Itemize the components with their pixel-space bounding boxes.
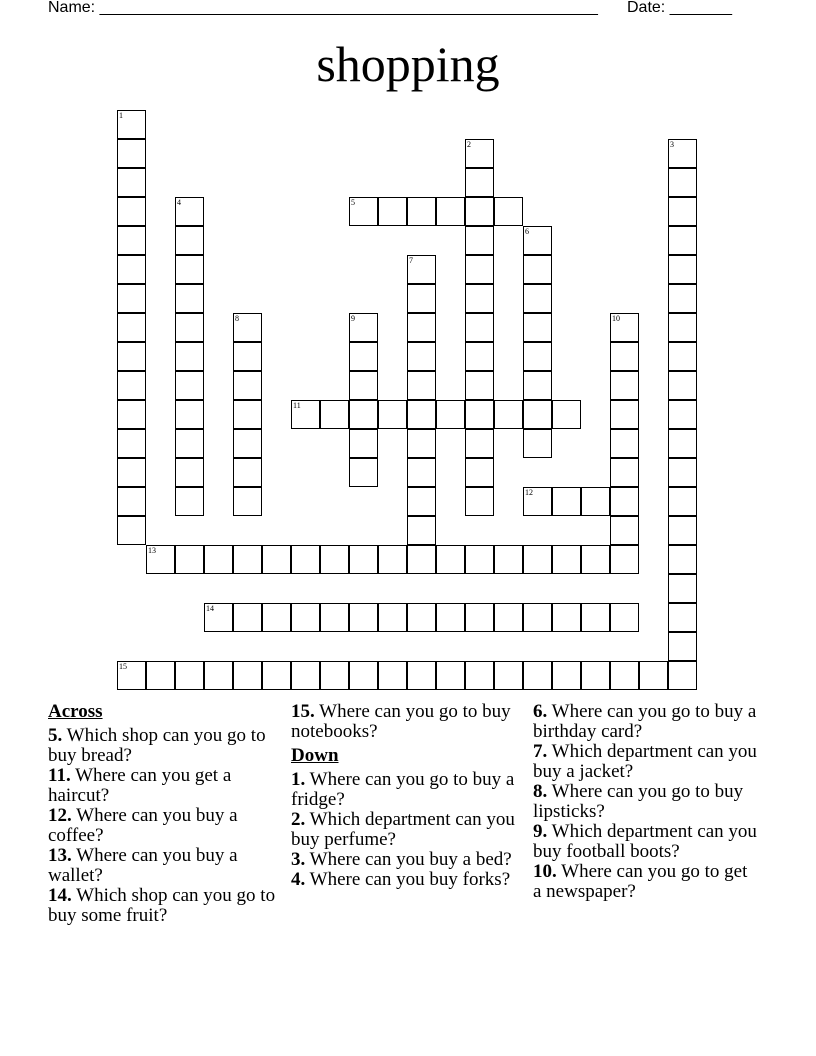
grid-cell[interactable] [610, 458, 639, 487]
grid-cell[interactable] [407, 458, 436, 487]
grid-cell[interactable] [233, 342, 262, 371]
grid-cell[interactable] [581, 603, 610, 632]
grid-cell[interactable] [117, 197, 146, 226]
clue-item-text: Which shop can you go to buy some fruit? [48, 885, 276, 926]
clue-item-text: Where can you go to buy a birthday card? [533, 701, 757, 742]
grid-cell[interactable] [117, 255, 146, 284]
grid-cell[interactable] [233, 400, 262, 429]
grid-cell[interactable] [320, 400, 349, 429]
clues-column-2 [291, 702, 516, 890]
grid-cell[interactable] [378, 661, 407, 690]
grid-cell[interactable] [175, 400, 204, 429]
grid-cell[interactable] [262, 603, 291, 632]
clue-number: 7 [409, 256, 413, 265]
grid-cell[interactable] [494, 661, 523, 690]
grid-cell[interactable] [175, 371, 204, 400]
clue-number: 1 [119, 111, 123, 120]
grid-cell[interactable] [436, 661, 465, 690]
clue-item-number: 1. [291, 769, 306, 790]
grid-cell[interactable] [204, 661, 233, 690]
grid-cell[interactable] [668, 255, 697, 284]
down-clues [291, 770, 516, 890]
grid-cell[interactable] [668, 574, 697, 603]
grid-cell[interactable] [668, 139, 697, 168]
clue-item [48, 806, 278, 846]
grid-cell[interactable] [407, 545, 436, 574]
grid-cell[interactable] [407, 284, 436, 313]
grid-cell[interactable] [349, 458, 378, 487]
clue-item-number: 2. [291, 809, 306, 830]
grid-cell[interactable] [407, 661, 436, 690]
across-clues [48, 726, 278, 926]
grid-cell[interactable] [523, 342, 552, 371]
grid-cell[interactable] [523, 661, 552, 690]
clue-number: 12 [525, 488, 533, 497]
grid-cell[interactable] [407, 342, 436, 371]
grid-cell[interactable] [436, 603, 465, 632]
grid-cell[interactable] [465, 197, 494, 226]
grid-cell[interactable] [610, 487, 639, 516]
grid-cell[interactable] [668, 632, 697, 661]
grid-cell[interactable] [610, 661, 639, 690]
grid-cell[interactable] [436, 197, 465, 226]
grid-cell[interactable] [407, 400, 436, 429]
grid-cell[interactable] [523, 284, 552, 313]
grid-cell[interactable] [262, 661, 291, 690]
grid-cell[interactable] [436, 400, 465, 429]
grid-cell[interactable] [349, 197, 378, 226]
grid-cell[interactable] [407, 255, 436, 284]
grid-cell[interactable] [407, 313, 436, 342]
clue-item [291, 702, 516, 742]
grid-cell[interactable] [610, 429, 639, 458]
grid-cell[interactable] [494, 400, 523, 429]
grid-cell[interactable] [465, 168, 494, 197]
grid-cell[interactable] [668, 342, 697, 371]
clue-number: 2 [467, 140, 471, 149]
grid-cell[interactable] [436, 545, 465, 574]
grid-cell[interactable] [465, 284, 494, 313]
grid-cell[interactable] [233, 545, 262, 574]
grid-cell[interactable] [465, 661, 494, 690]
grid-cell[interactable] [233, 313, 262, 342]
grid-cell[interactable] [668, 371, 697, 400]
grid-cell[interactable] [175, 226, 204, 255]
grid-cell[interactable] [552, 545, 581, 574]
grid-cell[interactable] [233, 603, 262, 632]
clue-number: 14 [206, 604, 214, 613]
grid-cell[interactable] [610, 545, 639, 574]
grid-cell[interactable] [175, 545, 204, 574]
grid-cell[interactable] [378, 400, 407, 429]
clue-item-text: Where can you buy forks? [305, 869, 511, 890]
grid-cell[interactable] [581, 545, 610, 574]
grid-cell[interactable] [175, 197, 204, 226]
clue-number: 5 [351, 198, 355, 207]
grid-cell[interactable] [552, 487, 581, 516]
grid-cell[interactable] [291, 603, 320, 632]
grid-cell[interactable] [407, 487, 436, 516]
grid-cell[interactable] [668, 429, 697, 458]
grid-cell[interactable] [117, 516, 146, 545]
clue-item [48, 726, 278, 766]
clue-item-text: Where can you buy a wallet? [48, 845, 238, 886]
clue-item-text: Where can you buy a coffee? [48, 805, 238, 846]
grid-cell[interactable] [117, 342, 146, 371]
grid-cell[interactable] [175, 429, 204, 458]
grid-cell[interactable] [175, 458, 204, 487]
grid-cell[interactable] [117, 487, 146, 516]
clues-column-3 [533, 702, 758, 902]
grid-cell[interactable] [523, 371, 552, 400]
grid-cell[interactable] [552, 661, 581, 690]
clue-number: 15 [119, 662, 127, 671]
grid-cell[interactable] [523, 313, 552, 342]
grid-cell[interactable] [668, 168, 697, 197]
grid-cell[interactable] [523, 400, 552, 429]
grid-cell[interactable] [552, 400, 581, 429]
grid-cell[interactable] [233, 661, 262, 690]
grid-cell[interactable] [117, 429, 146, 458]
grid-cell[interactable] [465, 429, 494, 458]
grid-cell[interactable] [233, 371, 262, 400]
clue-item-number: 7. [533, 741, 548, 762]
grid-cell[interactable] [523, 429, 552, 458]
grid-cell[interactable] [552, 603, 581, 632]
clue-item-number: 11. [48, 765, 71, 786]
page-title: shopping [316, 36, 500, 92]
grid-cell[interactable] [175, 313, 204, 342]
grid-cell[interactable] [407, 516, 436, 545]
clue-item-text: Where can you go to buy lipsticks? [533, 781, 744, 822]
grid-cell[interactable] [175, 342, 204, 371]
grid-cell[interactable] [320, 603, 349, 632]
grid-cell[interactable] [494, 603, 523, 632]
grid-cell[interactable] [320, 545, 349, 574]
grid-cell[interactable] [117, 458, 146, 487]
grid-cell[interactable] [407, 371, 436, 400]
clue-item [48, 846, 278, 886]
grid-cell[interactable] [668, 197, 697, 226]
clue-item [48, 766, 278, 806]
clue-item-number: 9. [533, 821, 548, 842]
grid-cell[interactable] [175, 284, 204, 313]
grid-cell[interactable] [291, 661, 320, 690]
grid-cell[interactable] [262, 545, 291, 574]
grid-cell[interactable] [668, 284, 697, 313]
clue-item [533, 822, 758, 862]
clue-item-text: Which department can you buy perfume? [291, 809, 515, 850]
grid-cell[interactable] [494, 545, 523, 574]
grid-cell[interactable] [523, 545, 552, 574]
grid-cell[interactable] [581, 661, 610, 690]
grid-cell[interactable] [117, 139, 146, 168]
clue-number: 9 [351, 314, 355, 323]
grid-cell[interactable] [610, 516, 639, 545]
clue-item-text: Which department can you buy football boots? [533, 821, 757, 862]
clue-item-text: Which shop can you go to buy bread? [48, 725, 266, 766]
grid-cell[interactable] [610, 342, 639, 371]
grid-cell[interactable] [117, 400, 146, 429]
clue-item [48, 886, 278, 926]
grid-cell[interactable] [523, 226, 552, 255]
grid-cell[interactable] [610, 371, 639, 400]
grid-cell[interactable] [668, 516, 697, 545]
grid-cell[interactable] [349, 661, 378, 690]
grid-cell[interactable] [233, 429, 262, 458]
grid-cell[interactable] [465, 371, 494, 400]
clue-item-number: 10. [533, 861, 557, 882]
grid-cell[interactable] [349, 545, 378, 574]
grid-cell[interactable] [146, 545, 175, 574]
grid-cell[interactable] [291, 545, 320, 574]
clue-item-number: 6. [533, 701, 548, 722]
clue-item [533, 782, 758, 822]
grid-cell[interactable] [349, 400, 378, 429]
grid-cell[interactable] [407, 429, 436, 458]
name-field[interactable]: Name: ________________________________________________________ [48, 0, 598, 16]
clue-number: 11 [293, 401, 301, 410]
grid-cell[interactable] [175, 255, 204, 284]
grid-cell[interactable] [349, 342, 378, 371]
grid-cell[interactable] [117, 226, 146, 255]
clue-number: 13 [148, 546, 156, 555]
grid-cell[interactable] [175, 487, 204, 516]
grid-cell[interactable] [465, 313, 494, 342]
down-heading: Down [291, 745, 339, 766]
grid-cell[interactable] [639, 661, 668, 690]
grid-cell[interactable] [523, 255, 552, 284]
clue-item [291, 870, 516, 890]
clue-item [291, 770, 516, 810]
grid-cell[interactable] [465, 545, 494, 574]
grid-cell[interactable] [465, 342, 494, 371]
grid-cell[interactable] [610, 400, 639, 429]
clue-item-number: 5. [48, 725, 63, 746]
clue-item [291, 850, 516, 870]
clue-item-number: 15. [291, 701, 315, 722]
down-clues-continued [533, 702, 758, 902]
clues-column-1 [48, 702, 278, 926]
grid-cell[interactable] [465, 400, 494, 429]
grid-cell[interactable] [378, 197, 407, 226]
grid-cell[interactable] [349, 371, 378, 400]
clue-number: 8 [235, 314, 239, 323]
grid-cell[interactable] [610, 603, 639, 632]
grid-cell[interactable] [117, 661, 146, 690]
grid-cell[interactable] [668, 226, 697, 255]
grid-cell[interactable] [117, 371, 146, 400]
grid-cell[interactable] [233, 458, 262, 487]
clue-item [533, 862, 758, 902]
grid-cell[interactable] [407, 603, 436, 632]
grid-cell[interactable] [175, 661, 204, 690]
grid-cell[interactable] [465, 226, 494, 255]
grid-cell[interactable] [117, 110, 146, 139]
across-heading: Across [48, 701, 103, 722]
clue-item [533, 742, 758, 782]
grid-cell[interactable] [668, 458, 697, 487]
clue-item-text: Where can you buy a bed? [305, 849, 512, 870]
grid-cell[interactable] [610, 313, 639, 342]
grid-cell[interactable] [349, 603, 378, 632]
grid-cell[interactable] [233, 487, 262, 516]
grid-cell[interactable] [465, 255, 494, 284]
grid-cell[interactable] [523, 603, 552, 632]
grid-cell[interactable] [465, 458, 494, 487]
grid-cell[interactable] [668, 603, 697, 632]
clue-item-number: 3. [291, 849, 306, 870]
grid-cell[interactable] [668, 661, 697, 690]
clue-number: 6 [525, 227, 529, 236]
clue-item-text: Where can you get a haircut? [48, 765, 232, 806]
grid-cell[interactable] [494, 197, 523, 226]
clue-item [291, 810, 516, 850]
clue-item-text: Which department can you buy a jacket? [533, 741, 757, 782]
clue-number: 4 [177, 198, 181, 207]
clue-item [533, 702, 758, 742]
grid-cell[interactable] [465, 487, 494, 516]
grid-cell[interactable] [378, 603, 407, 632]
date-field[interactable]: Date: _______ [627, 0, 732, 16]
grid-cell[interactable] [204, 603, 233, 632]
clue-number: 3 [670, 140, 674, 149]
grid-cell[interactable] [349, 313, 378, 342]
clue-item-text: Where can you go to buy notebooks? [291, 701, 511, 742]
grid-cell[interactable] [117, 168, 146, 197]
clue-item-number: 12. [48, 805, 72, 826]
clue-item-text: Where can you go to get a newspaper? [533, 861, 748, 902]
grid-cell[interactable] [117, 284, 146, 313]
clue-item-number: 14. [48, 885, 72, 906]
grid-cell[interactable] [117, 313, 146, 342]
clue-number: 10 [612, 314, 620, 323]
grid-cell[interactable] [668, 313, 697, 342]
grid-cell[interactable] [407, 197, 436, 226]
grid-cell[interactable] [668, 487, 697, 516]
clue-item-number: 13. [48, 845, 72, 866]
grid-cell[interactable] [523, 487, 552, 516]
grid-cell[interactable] [465, 603, 494, 632]
grid-cell[interactable] [668, 400, 697, 429]
grid-cell[interactable] [581, 487, 610, 516]
grid-cell[interactable] [146, 661, 175, 690]
grid-cell[interactable] [378, 545, 407, 574]
grid-cell[interactable] [668, 545, 697, 574]
grid-cell[interactable] [349, 429, 378, 458]
grid-cell[interactable] [465, 139, 494, 168]
grid-cell[interactable] [291, 400, 320, 429]
clue-item-number: 8. [533, 781, 548, 802]
clue-item-number: 4. [291, 869, 306, 890]
grid-cell[interactable] [320, 661, 349, 690]
clue-item-text: Where can you go to buy a fridge? [291, 769, 515, 810]
grid-cell[interactable] [204, 545, 233, 574]
across-clues-continued [291, 702, 516, 742]
